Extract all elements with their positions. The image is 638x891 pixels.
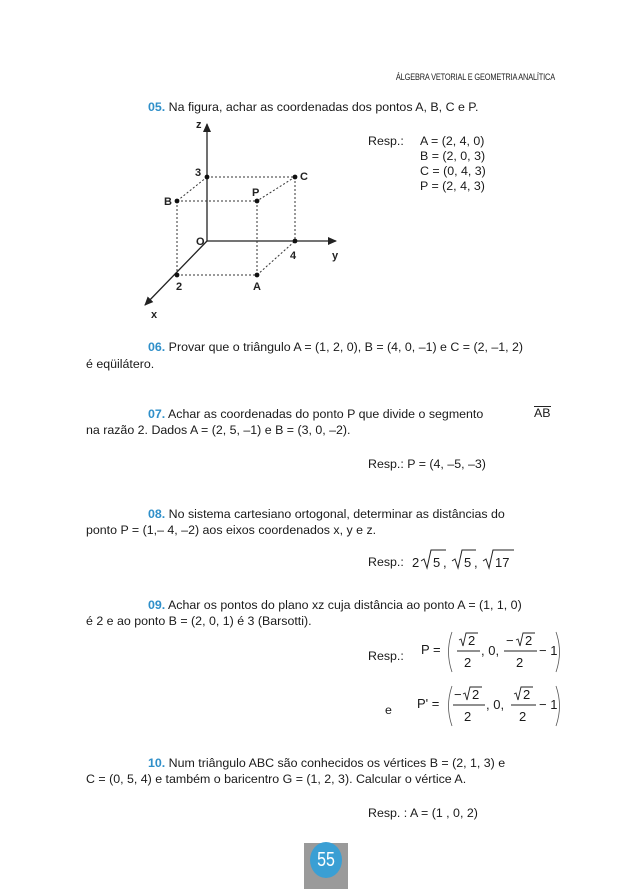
ex06-text: Provar que o triângulo A = (1, 2, 0), B = (4, 0, –1) e C = (2, –1, 2) (165, 340, 524, 354)
ex09-line1 (148, 598, 522, 613)
ex09-tail-2: − 1 (539, 697, 558, 712)
ex09-resp-label: Resp.: (368, 649, 404, 663)
label-a: A (253, 281, 261, 293)
ex06-number: 06. (148, 340, 166, 354)
ex08-sep-1: , (443, 555, 447, 570)
page-number: 55 (310, 842, 342, 878)
ex09-den-1: 2 (464, 655, 472, 670)
ex08-rad-3: 17 (495, 555, 510, 570)
ex09-answer-p-prime (410, 682, 560, 732)
ex10-resp: Resp. : A = (1 , 0, 2) (368, 806, 478, 820)
ex05-number: 05. (148, 100, 166, 114)
label-z: z (196, 119, 202, 131)
ex09-num-rad-4: 2 (523, 687, 531, 702)
ex09-p-label: P = (421, 642, 441, 657)
ex09-den-2: 2 (516, 655, 524, 670)
ex08-text: No sistema cartesiano ortogonal, determinar as distâncias do (165, 507, 505, 521)
ex07-line2: na razão 2. Dados A = (2, 5, –1) e B = (3, 0, –2). (86, 423, 351, 437)
label-b: B (164, 196, 172, 208)
ex10-text: Num triângulo ABC são conhecidos os vértices B = (2, 1, 3) e (165, 756, 506, 770)
point-3 (205, 175, 210, 180)
ex09-line2: é 2 e ao ponto B = (2, 0, 1) é 3 (Barsotti). (86, 614, 312, 628)
label-tick-4: 4 (290, 250, 297, 262)
ex09-lparen-2-icon (449, 686, 453, 726)
ex07-number: 07. (148, 407, 166, 421)
label-c: C (300, 171, 308, 183)
ex05-answer-a: A = (2, 4, 0) (420, 134, 485, 148)
ex05-answer-c: C = (0, 4, 3) (420, 164, 486, 178)
ex09-num-rad: 2 (468, 633, 476, 648)
ex10-number: 10. (148, 756, 166, 770)
ex05-resp-label: Resp.: (368, 134, 404, 148)
ex09-number: 09. (148, 598, 166, 612)
ex09-answer-p (410, 628, 560, 678)
ex07-segment (534, 406, 551, 421)
ex10-line2: C = (0, 5, 4) e também o baricentro G = (1, 2, 3). Calcular o vértice A. (86, 772, 467, 786)
ex09-text: Achar os pontos do plano xz cuja distância ao ponto A = (1, 1, 0) (165, 598, 522, 612)
ex09-p2-label: P' = (417, 696, 440, 711)
ex08-resp-label: Resp.: (368, 555, 404, 569)
ex08-line2: ponto P = (1,– 4, –2) aos eixos coordenados x, y e z. (86, 523, 377, 537)
ex09-lparen-icon (449, 632, 453, 672)
point-c (293, 175, 298, 180)
ex06-line2: é eqüilátero. (86, 357, 155, 371)
ex08-coef-2: 2 (412, 555, 420, 570)
ex06-line1 (148, 340, 523, 355)
label-tick-2: 2 (176, 281, 183, 293)
ex05-answer-p: P = (2, 4, 3) (420, 179, 485, 193)
point-p (255, 199, 260, 204)
point-4 (293, 239, 298, 244)
ex08-rad-2: 5 (464, 555, 472, 570)
ex07-resp: Resp.: P = (4, –5, –3) (368, 457, 486, 471)
ex07-text: Achar as coordenadas do ponto P que divide o segmento (165, 407, 484, 421)
ex07-segment-ab: AB (534, 406, 551, 420)
ex09-mid: , 0, (481, 643, 500, 658)
ex09-num-rad-2: 2 (525, 633, 533, 648)
ex05-answer-b: B = (2, 0, 3) (420, 149, 486, 163)
running-header: ÁLGEBRA VETORIAL E GEOMETRIA ANALÍTICA (395, 72, 555, 82)
label-y: y (332, 250, 339, 262)
point-a (255, 273, 260, 278)
ex08-rad-1: 5 (433, 555, 441, 570)
ex09-mid-2: , 0, (486, 697, 505, 712)
label-x: x (151, 309, 158, 321)
ex09-tail: − 1 (539, 643, 558, 658)
ex07-line1 (148, 407, 483, 422)
ex08-resp-formula (408, 545, 518, 573)
ex08-number: 08. (148, 507, 166, 521)
ex08-line1 (148, 507, 505, 522)
label-tick-3: 3 (195, 167, 202, 179)
point-b (175, 199, 180, 204)
ex10-line1 (148, 756, 505, 771)
point-2 (175, 273, 180, 278)
dashed-box (177, 177, 295, 275)
ex05-text: Na figura, achar as coordenadas dos pontos A, B, C e P. (165, 100, 479, 114)
ex09-den-3: 2 (464, 709, 472, 724)
ex09-den-4: 2 (519, 709, 527, 724)
ex09-and: e (385, 703, 392, 717)
label-origin: O (196, 236, 205, 248)
ex09-num-rad-3: 2 (472, 687, 480, 702)
ex09-minus-2: − (454, 687, 462, 702)
ex09-minus: − (506, 633, 514, 648)
ex08-sep-2: , (474, 555, 478, 570)
label-p: P (252, 187, 260, 199)
